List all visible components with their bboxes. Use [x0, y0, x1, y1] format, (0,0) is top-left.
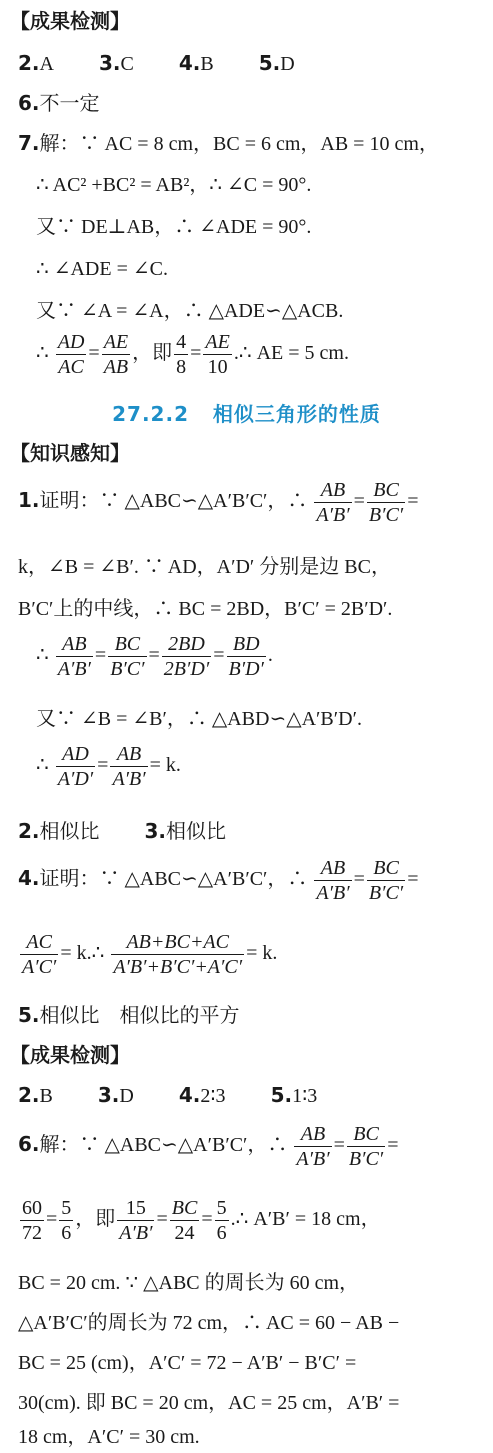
fraction: $\frac{AB}{A'B'}$ — [57, 633, 91, 680]
fraction: $\frac{BC}{B'C'}$ — [368, 857, 404, 904]
section-header-test: 【成果检测】 — [10, 9, 130, 33]
fraction: $\frac{15}{A'B'}$ — [119, 1197, 153, 1244]
k1-line-4: ∴ $\frac{AB}{A'B'}$ = $\frac{BC}{B'C'}$ = $\frac{2BD}{2B'D'}$ = $\frac{BD}{B'D'}$ . — [36, 633, 273, 680]
fraction: $\frac{4}{8}$ — [176, 331, 187, 378]
fraction: $\frac{BC}{24}$ — [171, 1197, 198, 1244]
fraction: $\frac{AE}{10}$ — [205, 331, 230, 378]
q6-line-1: 6.解：∵ △ABC∽△A′B′C′，∴ $\frac{AB}{A'B'}$ = $\frac{BC}{B'C'}$ = — [18, 1123, 399, 1170]
fraction: $\frac{BC}{B'C'}$ — [368, 479, 404, 526]
answers-row-top: 2.A 3.C 4.B 5.D — [18, 51, 295, 75]
q7-line-2: ∴ AC² +BC² = AB²，∴ ∠C = 90°. — [36, 174, 312, 196]
fraction: $\frac{AB}{A'B'}$ — [296, 1123, 330, 1170]
q7-line-1: 7.解：∵ AC = 8 cm，BC = 6 cm，AB = 10 cm， — [18, 131, 439, 155]
q7-line-3: 又∵ DE⊥AB，∴ ∠ADE = 90°. — [36, 216, 312, 238]
q6-line-4: △A′B′C′的周长为 72 cm，∴ AC = 60 − AB − — [18, 1312, 400, 1334]
answers-row-bottom: 2.B 3.D 4.2∶3 5.1∶3 — [18, 1083, 318, 1107]
fraction: $\frac{AD}{AC}$ — [57, 331, 85, 378]
fraction: $\frac{BD}{B'D'}$ — [228, 633, 264, 680]
section-header-test-2: 【成果检测】 — [10, 1043, 130, 1067]
q6-top-answer: 6.不一定 — [18, 91, 100, 115]
q7-line-5: 又∵ ∠A = ∠A，∴ △ADE∽△ACB. — [36, 300, 344, 322]
fraction: $\frac{5}{6}$ — [61, 1197, 72, 1244]
k1-line-3: B′C′上的中线，∴ BC = 2BD，B′C′ = 2B′D′. — [18, 598, 393, 620]
fraction: $\frac{BC}{B'C'}$ — [110, 633, 145, 680]
k1-line-2: k，∠B = ∠B′. ∵ AD，A′D′ 分别是边 BC， — [18, 556, 391, 578]
q6-line-5: BC = 25 (cm)，A′C′ = 72 − A′B′ − B′C′ = — [18, 1352, 357, 1374]
section-title: 27.2.2 相似三角形的性质 — [112, 402, 381, 426]
k1-line-1: 1.证明：∵ △ABC∽△A′B′C′，∴ $\frac{AB}{A'B'}$ = $\frac{BC}{B'C'}$ = — [18, 479, 419, 526]
k5-answer: 5.相似比 相似比的平方 — [18, 1003, 240, 1027]
fraction: $\frac{AC}{A'C'}$ — [22, 931, 57, 978]
k1-line-6: ∴ $\frac{AD}{A'D'}$ = $\frac{AB}{A'B'}$ = k. — [36, 743, 181, 790]
fraction: $\frac{5}{6}$ — [216, 1197, 227, 1244]
q6-line-2: $\frac{60}{72}$ = $\frac{5}{6}$ ，即 $\frac{15}{A'B'}$ = $\frac{BC}{24}$ = $\frac{5}{6}$ .∴ A′B′ = 18 cm， — [22, 1197, 381, 1244]
k4-line-1: 4.证明：∵ △ABC∽△A′B′C′，∴ $\frac{AB}{A'B'}$ = $\frac{BC}{B'C'}$ = — [18, 857, 419, 904]
fraction: $\frac{AB}{A'B'}$ — [316, 479, 350, 526]
k4-line-2: $\frac{AC}{A'C'}$ = k.∴ $\frac{AB+BC+AC}{A'B'+B'C'+A'C'}$ = k. — [22, 931, 278, 978]
fraction: $\frac{60}{72}$ — [22, 1197, 42, 1244]
q7-line-6: ∴ $\frac{AD}{AC}$ = $\frac{AE}{AB}$ ，即 $\frac{4}{8}$ = $\frac{AE}{10}$ .∴ AE = 5 cm. — [36, 331, 349, 378]
q7-line-4: ∴ ∠ADE = ∠C. — [36, 258, 168, 280]
fraction: $\frac{AB}{A'B'}$ — [316, 857, 350, 904]
k23-answers: 2.相似比 3.相似比 — [18, 819, 227, 843]
fraction: $\frac{AB+BC+AC}{A'B'+B'C'+A'C'}$ — [113, 931, 243, 978]
q6-line-7: 18 cm，A′C′ = 30 cm. — [18, 1426, 200, 1448]
section-header-knowledge: 【知识感知】 — [10, 441, 130, 465]
fraction: $\frac{AE}{AB}$ — [103, 331, 129, 378]
fraction: $\frac{AB}{A'B'}$ — [112, 743, 146, 790]
q6-line-6: 30(cm). 即 BC = 20 cm，AC = 25 cm，A′B′ = — [18, 1392, 400, 1414]
q6-line-3: BC = 20 cm. ∵ △ABC 的周长为 60 cm， — [18, 1272, 360, 1294]
fraction: $\frac{2BD}{2B'D'}$ — [163, 633, 210, 680]
fraction: $\frac{BC}{B'C'}$ — [348, 1123, 384, 1170]
k1-line-5: 又∵ ∠B = ∠B′，∴ △ABD∽△A′B′D′. — [36, 708, 362, 730]
fraction: $\frac{AD}{A'D'}$ — [57, 743, 94, 790]
